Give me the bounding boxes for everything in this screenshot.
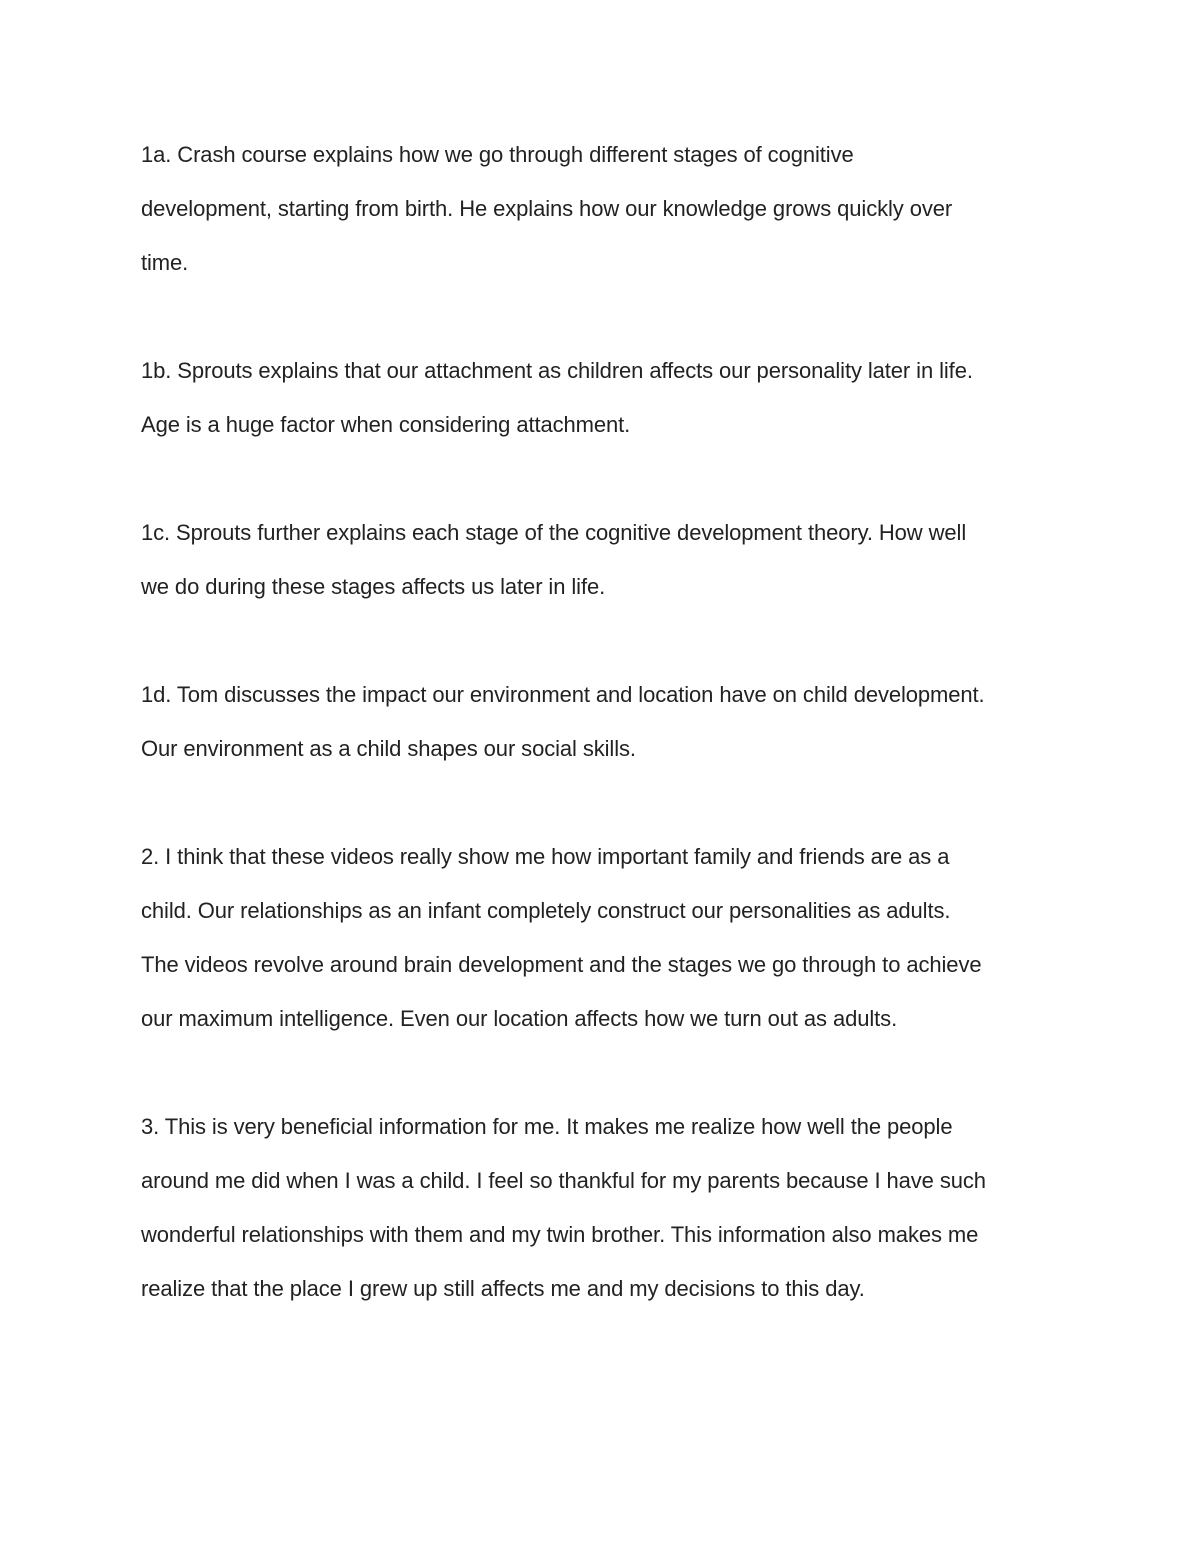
document-body (141, 128, 1071, 1316)
paragraph-3 (141, 1100, 1071, 1316)
paragraph-line: 1d. Tom discusses the impact our environment and location have on child development. (141, 682, 985, 707)
paragraph-line: 2. I think that these videos really show me how important family and friends are as a (141, 844, 950, 869)
paragraph-1d (141, 668, 1071, 776)
paragraph-line: Our environment as a child shapes our social skills. (141, 736, 636, 761)
paragraph-line: 1a. Crash course explains how we go through different stages of cognitive (141, 142, 854, 167)
paragraph-line: 3. This is very beneficial information for me. It makes me realize how well the people (141, 1114, 953, 1139)
paragraph-line: around me did when I was a child. I feel so thankful for my parents because I have such (141, 1168, 986, 1193)
paragraph-2 (141, 830, 1071, 1046)
paragraph-1b (141, 344, 1071, 452)
paragraph-line: wonderful relationships with them and my twin brother. This information also makes me (141, 1222, 979, 1247)
paragraph-line: realize that the place I grew up still affects me and my decisions to this day. (141, 1276, 865, 1301)
paragraph-line: 1c. Sprouts further explains each stage of the cognitive development theory. How well (141, 520, 967, 545)
paragraph-line: Age is a huge factor when considering attachment. (141, 412, 631, 437)
paragraph-line: 1b. Sprouts explains that our attachment as children affects our personality later in life. (141, 358, 973, 383)
paragraph-1a (141, 128, 1071, 290)
paragraph-line: development, starting from birth. He explains how our knowledge grows quickly over (141, 196, 953, 221)
paragraph-line: our maximum intelligence. Even our location affects how we turn out as adults. (141, 1006, 898, 1031)
paragraph-line: child. Our relationships as an infant completely construct our personalities as adults. (141, 898, 951, 923)
paragraph-line: time. (141, 250, 189, 275)
paragraph-line: The videos revolve around brain development and the stages we go through to achieve (141, 952, 982, 977)
paragraph-1c (141, 506, 1071, 614)
paragraph-line: we do during these stages affects us later in life. (141, 574, 606, 599)
